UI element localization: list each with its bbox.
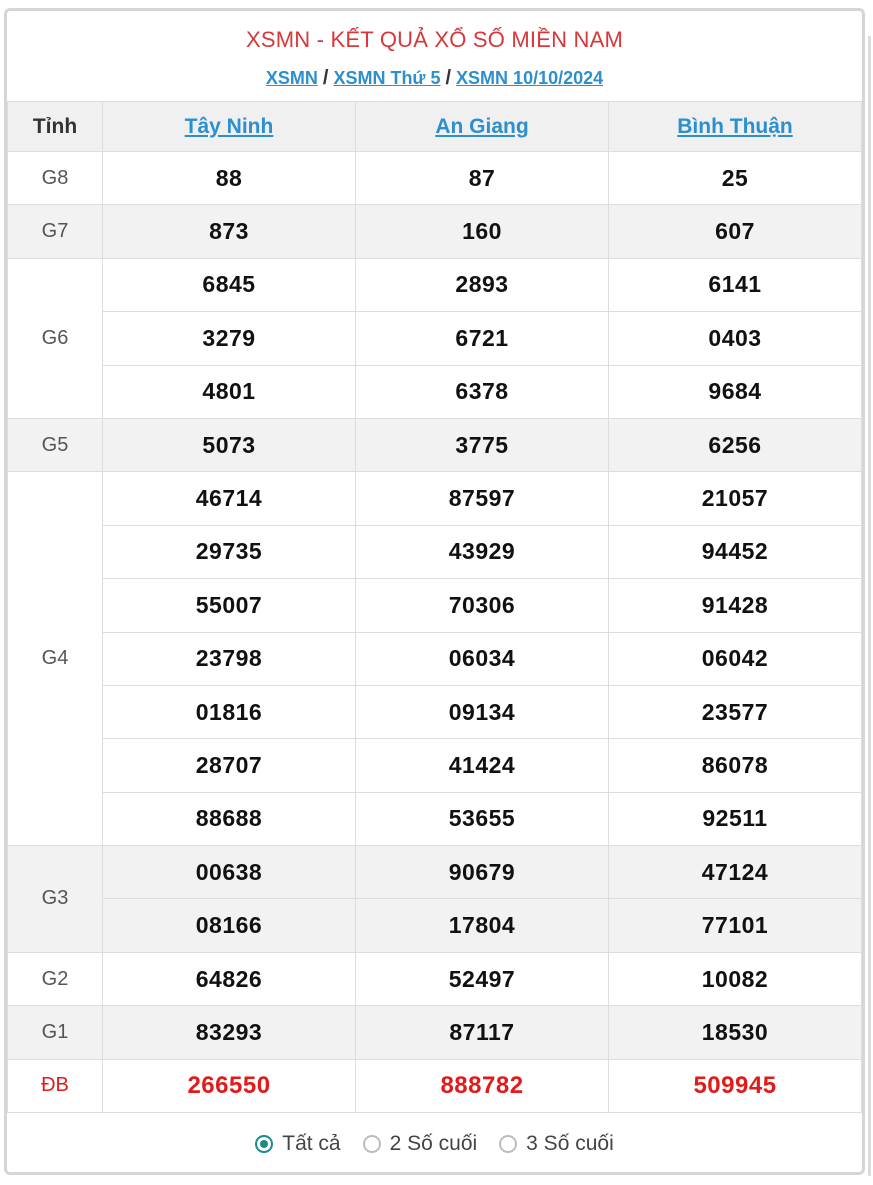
- prize-label: G3: [8, 846, 103, 953]
- province-link-binh-thuan[interactable]: Bình Thuận: [677, 114, 793, 138]
- result-number: 88: [103, 152, 356, 205]
- scrollbar-edge: [868, 36, 871, 1176]
- province-header-cell: [103, 102, 356, 152]
- table-row: [8, 152, 862, 205]
- results-header: [7, 11, 862, 101]
- province-header-cell: [609, 102, 862, 152]
- result-number: 90679: [356, 846, 609, 899]
- result-number: 6378: [356, 365, 609, 418]
- result-number: 3775: [356, 418, 609, 471]
- prize-label: G8: [8, 152, 103, 205]
- result-number: 47124: [609, 846, 862, 899]
- table-row: [8, 525, 862, 578]
- result-number: 2893: [356, 258, 609, 311]
- radio-icon[interactable]: [499, 1135, 517, 1153]
- radio-icon[interactable]: [363, 1135, 381, 1153]
- result-number: 509945: [609, 1059, 862, 1112]
- result-number: 4801: [103, 365, 356, 418]
- table-row: [8, 792, 862, 845]
- result-number: 09134: [356, 685, 609, 738]
- result-number: 21057: [609, 472, 862, 525]
- result-number: 08166: [103, 899, 356, 952]
- table-row: [8, 952, 862, 1005]
- filter-option-label: 2 Số cuối: [389, 1132, 478, 1156]
- result-number: 17804: [356, 899, 609, 952]
- result-number: 6141: [609, 258, 862, 311]
- page-title: XSMN - KẾT QUẢ XỔ SỐ MIỀN NAM: [246, 27, 623, 52]
- filter-option-all[interactable]: [255, 1132, 340, 1156]
- result-number: 10082: [609, 952, 862, 1005]
- table-row: [8, 472, 862, 525]
- result-number: 94452: [609, 525, 862, 578]
- result-number: 92511: [609, 792, 862, 845]
- breadcrumb-separator: /: [322, 67, 329, 89]
- breadcrumb-link-date[interactable]: XSMN 10/10/2024: [456, 68, 604, 88]
- results-body: [8, 152, 862, 1113]
- result-number: 266550: [103, 1059, 356, 1112]
- filter-option-label: 3 Số cuối: [526, 1132, 614, 1156]
- prize-label: G6: [8, 258, 103, 418]
- result-number: 01816: [103, 685, 356, 738]
- table-row: [8, 685, 862, 738]
- breadcrumb: [7, 67, 862, 90]
- result-number: 0403: [609, 312, 862, 365]
- result-number: 28707: [103, 739, 356, 792]
- result-number: 43929: [356, 525, 609, 578]
- result-number: 41424: [356, 739, 609, 792]
- result-number: 86078: [609, 739, 862, 792]
- prize-label: G5: [8, 418, 103, 471]
- result-number: 6845: [103, 258, 356, 311]
- filter-option-last-3[interactable]: [499, 1132, 614, 1156]
- result-number: 55007: [103, 579, 356, 632]
- result-number: 87597: [356, 472, 609, 525]
- result-number: 70306: [356, 579, 609, 632]
- result-number: 00638: [103, 846, 356, 899]
- result-number: 18530: [609, 1006, 862, 1059]
- result-number: 88688: [103, 792, 356, 845]
- result-number: 25: [609, 152, 862, 205]
- result-number: 607: [609, 205, 862, 258]
- breadcrumb-link-weekday[interactable]: XSMN Thứ 5: [333, 68, 441, 88]
- province-column-header: Tỉnh: [8, 102, 103, 152]
- result-number: 91428: [609, 579, 862, 632]
- result-number: 77101: [609, 899, 862, 952]
- province-header-cell: [356, 102, 609, 152]
- result-number: 5073: [103, 418, 356, 471]
- result-number: 46714: [103, 472, 356, 525]
- table-row: [8, 1006, 862, 1059]
- province-link-an-giang[interactable]: An Giang: [435, 114, 529, 138]
- result-number: 53655: [356, 792, 609, 845]
- table-row: [8, 579, 862, 632]
- result-number: 9684: [609, 365, 862, 418]
- result-number: 87117: [356, 1006, 609, 1059]
- table-row: [8, 258, 862, 311]
- prize-label: G7: [8, 205, 103, 258]
- prize-label: G2: [8, 952, 103, 1005]
- filter-option-label: Tất cả: [282, 1132, 341, 1156]
- result-number: 06034: [356, 632, 609, 685]
- table-row: [8, 846, 862, 899]
- table-row: [8, 205, 862, 258]
- results-table: [7, 101, 862, 1113]
- table-row: [8, 632, 862, 685]
- result-number: 83293: [103, 1006, 356, 1059]
- table-row: [8, 1059, 862, 1112]
- filter-option-last-2[interactable]: [363, 1132, 478, 1156]
- result-number: 29735: [103, 525, 356, 578]
- table-row: [8, 418, 862, 471]
- result-number: 52497: [356, 952, 609, 1005]
- prize-label: G1: [8, 1006, 103, 1059]
- prize-label: G4: [8, 472, 103, 846]
- province-link-tay-ninh[interactable]: Tây Ninh: [184, 114, 274, 138]
- result-number: 6721: [356, 312, 609, 365]
- results-card: [4, 8, 865, 1175]
- result-number: 64826: [103, 952, 356, 1005]
- result-number: 3279: [103, 312, 356, 365]
- result-number: 87: [356, 152, 609, 205]
- table-header-row: [8, 102, 862, 152]
- table-row: [8, 739, 862, 792]
- result-number: 23577: [609, 685, 862, 738]
- result-number: 6256: [609, 418, 862, 471]
- result-number: 23798: [103, 632, 356, 685]
- table-row: [8, 899, 862, 952]
- table-row: [8, 365, 862, 418]
- radio-icon[interactable]: [255, 1135, 273, 1153]
- breadcrumb-separator: /: [445, 67, 452, 89]
- table-row: [8, 312, 862, 365]
- result-number: 06042: [609, 632, 862, 685]
- breadcrumb-link-xsmn[interactable]: XSMN: [265, 68, 318, 88]
- prize-label: ĐB: [8, 1059, 103, 1112]
- result-number: 873: [103, 205, 356, 258]
- result-number: 888782: [356, 1059, 609, 1112]
- digit-filter: [7, 1113, 862, 1175]
- result-number: 160: [356, 205, 609, 258]
